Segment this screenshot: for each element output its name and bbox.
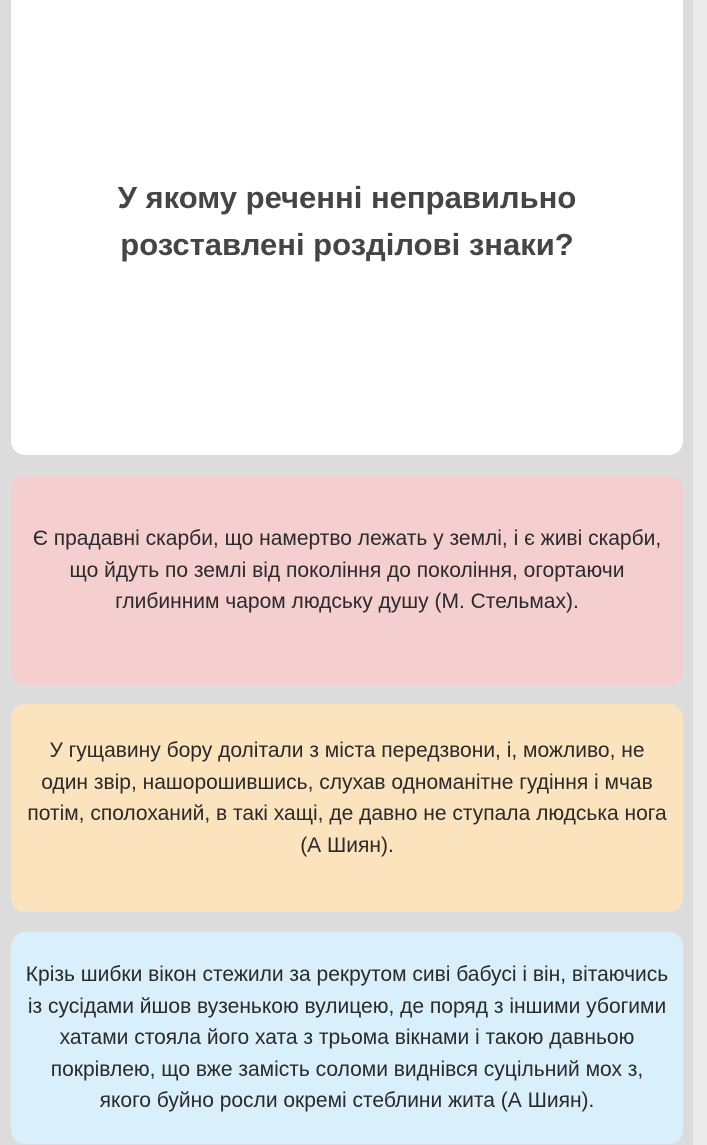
answer-option-1[interactable] (11, 476, 683, 685)
answer-option-3-text: Крізь шибки вікон стежили за рекрутом сиві бабусі і він, вітаючись із сусідами йшов вузенькою вулицею, де поряд з іншими убогими хатами стояла його хата з трьома вікнами і такою давньою покрівлею, що вже замість соломи виднівся суцільний мох з, якого буйно росли окремі стеблини жита (А Шиян). (25, 963, 669, 1113)
answer-option-2-text: У гущавину бору долітали з міста передзвони, і, можливо, не один звір, нашорошившись, слухав одноманітне гудіння і мчав потім, сполоханий, в такі хащі, де давно не ступала людська нога (А Шиян). (27, 739, 667, 857)
answer-option-3[interactable] (11, 932, 683, 1144)
question-text: У якому реченні неправильно розставлені розділові знаки? (117, 179, 577, 262)
scroll-track (693, 0, 707, 1145)
answer-option-2[interactable] (11, 704, 683, 912)
answer-option-1-text: Є прадавні скарби, що намертво лежать у землі, і є живі скарби, що йдуть по землі від покоління до покоління, огортаючи глибинним чаром людську душу (М. Стельмах). (32, 527, 662, 614)
question-card (11, 0, 683, 455)
